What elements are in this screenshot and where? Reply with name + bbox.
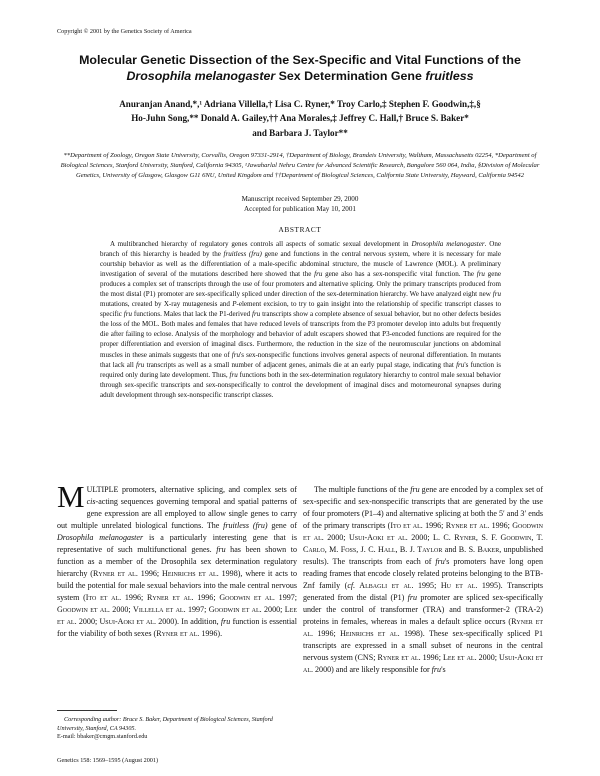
text-run: P <box>232 300 237 309</box>
text-run: 1996; <box>489 520 513 530</box>
text-run: is a particularly interesting gene that is representative of such multifunctional genes. <box>57 532 297 554</box>
affiliations: **Department of Zoology, Oregon State University, Corvallis, Oregon 97331-2914, †Department of Biology, Brandeis University, Waltham, Massachusetts 02254, *Department of Biological Sciences, Stanford University, Stanford, California 94305, ¹Jawaharlal Nehru Centre for Advanced Scientific Research, Bangalore 560 064, India, §Division of Molecular Genetics, University of Glasgow, Glasgow G11 6NU, United Kingdom and ††Department of Biological Sciences, California State University, Hayward, California 94542 <box>60 152 540 179</box>
text-run: fru <box>314 270 323 279</box>
footnote-rule <box>57 710 117 711</box>
citation: Goodwin et al. <box>219 592 275 602</box>
text-run: 2000; <box>109 604 134 614</box>
text-run: fru <box>123 310 132 319</box>
corresponding-author: Corresponding author: Bruce S. Baker, Department of Biological Sciences, Stanford University, Stanford, CA 94305. <box>57 716 273 732</box>
citation: Ryner et al. <box>92 568 138 578</box>
text-run: gene and functions in the central nervous system, where it is necessary for male courtship behavior as well as the differentiation of a male-specific abdominal structure, the muscle of Lawrence (MOL). A preliminary investigation of several of the mutations described here showed that the <box>100 250 502 279</box>
text-run: fru <box>476 270 485 279</box>
text-run: fru <box>456 360 465 369</box>
text-run: 1995; <box>413 580 441 590</box>
text-run: , S. F. <box>475 532 501 542</box>
citation: Ryner et al. <box>303 616 544 638</box>
text-run: 's <box>441 664 446 674</box>
text-run: fru <box>252 310 261 319</box>
citation: Ito et al. <box>390 520 423 530</box>
text-run: function is essential for the viability of both sexes ( <box>57 616 297 638</box>
accepted-date: Accepted for publication May 10, 2001 <box>244 205 356 214</box>
text-run: , M. <box>324 544 341 554</box>
text-run: 2000) and are likely responsible for <box>313 664 432 674</box>
citation: Ryner et al. <box>377 652 421 662</box>
text-run: and B. S. <box>442 544 478 554</box>
text-run: fru <box>492 290 501 299</box>
authors-line-1: Anuranjan Anand,*,¹ Adriana Villella,† Lisa C. Ryner,* Troy Carlo,‡ Stephen F. Goodwin,‡,§ <box>119 99 481 109</box>
citation: Heinrichs et al. <box>340 628 400 638</box>
abstract-heading: ABSTRACT <box>278 225 322 234</box>
text-run: gene produces a complex set of transcripts through the use of four promoters and alternative splicing. Only the primary transcripts produced from the most distal (P1) promoter are sex-specifically spliced under direction of the sex-determination hierarchy. We have analyzed eight new <box>100 270 501 299</box>
text-run: fruitless (fru) <box>223 520 268 530</box>
text-run: 2000; <box>76 616 100 626</box>
text-run: transcripts as well as a small number of adjacent genes, animals die at an early pupal stage, indicating that <box>144 360 457 369</box>
text-run: 2000; L. C. <box>407 532 455 542</box>
text-run: fru <box>216 544 226 554</box>
text-run: has been shown to function as a member of the Drosophila sex determination regulatory hierarchy ( <box>57 544 297 578</box>
manuscript-dates <box>40 194 560 215</box>
citation: Hall <box>378 544 396 554</box>
text-run: -element excision, to try to gain insight into the relationship of specific transcript classes to specific <box>100 300 501 319</box>
title-mid: Sex Determination Gene <box>275 69 426 83</box>
title-line-1: Molecular Genetic Dissection of the Sex-Specific and Vital Functions of the <box>79 53 521 67</box>
text-run: ULTIPLE <box>86 485 119 494</box>
text-run: 1997; <box>274 592 298 602</box>
text-run: 1996; <box>422 520 446 530</box>
citation: Lee et al. <box>57 604 297 626</box>
authors-line-2: Ho-Juhn Song,** Donald A. Gailey,†† Ana Morales,‡ Jeffrey C. Hall,† Bruce S. Baker* <box>131 113 469 124</box>
text-run: fru <box>431 664 442 674</box>
text-run: 1996; <box>121 592 147 602</box>
text-run: functions both in the sex-determination regulatory hierarchy to control male sexual behavior through sex-specific transcripts and sex-nonspecifically to control the development of imaginal discs and motorneuronal synapses during adult development through sex-nonspecific transcript classes. <box>100 370 501 399</box>
title-line-2 <box>40 68 560 84</box>
citation: Albagli et al. <box>355 580 414 590</box>
received-date: Manuscript received September 29, 2000 <box>241 195 359 203</box>
title-gene: fruitless <box>425 69 474 83</box>
text-run: 2000; <box>261 604 285 614</box>
text-run: gene of <box>267 520 297 530</box>
text-run: -acting sequences governing temporal and spatial patterns of gene expression are all employed to allow single genes to carry out multiple unrelated biological functions. The <box>57 496 297 530</box>
footnote <box>57 716 297 742</box>
citation: Usui-Aoki et al. <box>99 616 156 626</box>
citation: Ito et al. <box>85 592 122 602</box>
drop-cap: M <box>57 479 85 514</box>
citation: Ryner et al. <box>156 628 200 638</box>
text-run: 1995). Transcripts generated from the distal (P1) <box>303 580 543 602</box>
citation: Lee et al. <box>442 652 477 662</box>
text-run: The multiple functions of the <box>314 485 411 494</box>
text-run: gene also has a sex-nonspecific vital function. The <box>322 270 477 279</box>
citation: Foss <box>340 544 357 554</box>
text-run: 1996). <box>199 628 223 638</box>
text-run: fruitless (fru) <box>223 250 262 259</box>
citation: Ryner et al. <box>445 520 490 530</box>
citation: Usui-Aoki et al. <box>303 652 543 674</box>
text-run: 2000; <box>476 652 499 662</box>
text-run: Drosophila melanogaster <box>411 240 485 248</box>
body-column-right <box>303 484 543 676</box>
citation: Goodwin <box>500 532 532 542</box>
citation: Ryner <box>454 532 476 542</box>
citation: Taylor <box>417 544 443 554</box>
journal-footer: Genetics 158: 1569–1595 (August 2001) <box>57 757 159 764</box>
text-run: A multibranched hierarchy of regulatory genes controls all aspects of somatic sexual development in <box>110 240 412 248</box>
authors-line-3: and Barbara J. Taylor** <box>252 127 348 138</box>
citation: Ryner et al. <box>146 592 194 602</box>
author-list <box>40 97 560 140</box>
citation: Goodwin et al. <box>57 604 110 614</box>
citation: Hu et al. <box>440 580 478 590</box>
text-run: , B. J. <box>395 544 418 554</box>
title-species: Drosophila melanogaster <box>126 69 276 83</box>
text-run: fru <box>220 616 231 626</box>
text-run: Drosophila melanogaster <box>57 532 144 542</box>
text-run: cf. <box>347 580 356 590</box>
text-run: fru <box>410 485 420 494</box>
text-run: 's promoters have long open reading frames that encode closely related proteins belonging to the BTB-Znf family ( <box>303 556 543 590</box>
text-run: 1996; <box>193 592 220 602</box>
body-column-left <box>57 479 298 640</box>
text-run: fru <box>231 350 241 359</box>
text-run: 's function is required only during late development. Thus, <box>100 360 501 379</box>
text-run: , unpublished results). The transcripts from each of <box>303 544 543 566</box>
abstract-text <box>100 239 501 400</box>
citation: Usui-Aoki et al. <box>348 532 408 542</box>
text-run: cis <box>86 496 96 506</box>
text-run: , T. <box>531 532 543 542</box>
text-run: mutations, created by X-ray mutagenesis and <box>100 300 233 309</box>
copyright-line: Copyright © 2001 by the Genetics Society of America <box>57 28 192 35</box>
text-run: fru <box>229 370 238 379</box>
text-run: 1998), where it acts to build the potential for male sexual behaviors into the male central nervous system ( <box>57 568 297 602</box>
text-run: functions. Males that lack the P1-derived <box>132 310 252 319</box>
text-run: fru <box>435 556 445 566</box>
text-run: 1997; <box>185 604 209 614</box>
text-run: 1996; <box>137 568 163 578</box>
text-run: transcripts show a complete absence of sexual behavior, but no other defects besides the loss of the MOL. Both males and females that have reduced levels of transcripts from the P3 promoter develop into adults but frequently die after failing to eclose. Analysis of the morphology and behavior of adult escapers showed that P3-encoded functions are required for the proper differentiation and eversion of imaginal discs. Furthermore, the reduction in the size of the neuromuscular junctions on abdominal muscles in these animals suggests that one of <box>100 310 502 359</box>
text-run: gene are encoded by a complex set of sex-specific and sex-nonspecific transcripts that are generated by the use of four promoters (P1–4) and alternative splicing at both the 5′ and 3′ ends of the primary transcripts ( <box>303 485 544 530</box>
text-run: 1996; <box>313 628 341 638</box>
text-run: 1998). These sex-specifically spliced P1 transcripts are expressed in a small subset of neurons in the central nervous system (CNS; <box>303 628 544 662</box>
text-run: . One branch of this hierarchy is headed by the <box>100 240 501 259</box>
text-run: 's sex-nonspecific functions involves general aspects of neuronal differentiation. In mutants that lack all <box>100 350 501 369</box>
author-email: E-mail: bbaker@cmgm.stanford.edu <box>57 733 148 741</box>
citation: Villella et al. <box>133 604 186 614</box>
citation: Goodwin et al. <box>208 604 262 614</box>
text-run: 1996; <box>420 652 443 662</box>
text-run: , J. C. <box>356 544 379 554</box>
text-run: 2000). In addition, <box>155 616 221 626</box>
citation: Goodwin et al. <box>303 520 543 542</box>
citation: Heinrichs et al. <box>162 568 219 578</box>
text-run: fru <box>136 360 145 369</box>
paper-title <box>40 52 560 84</box>
citation: Baker <box>477 544 500 554</box>
citation: Carlo <box>303 544 325 554</box>
text-run: 2000; <box>323 532 349 542</box>
text-run: promoter are spliced sex-specifically under the control of transformer (TRA) and transformer-2 (TRA-2) proteins in females, whereas in males a default splice occurs ( <box>303 592 543 626</box>
text-run: promoters, alternative splicing, and complex sets of <box>118 485 297 494</box>
text-run: fru <box>407 592 418 602</box>
